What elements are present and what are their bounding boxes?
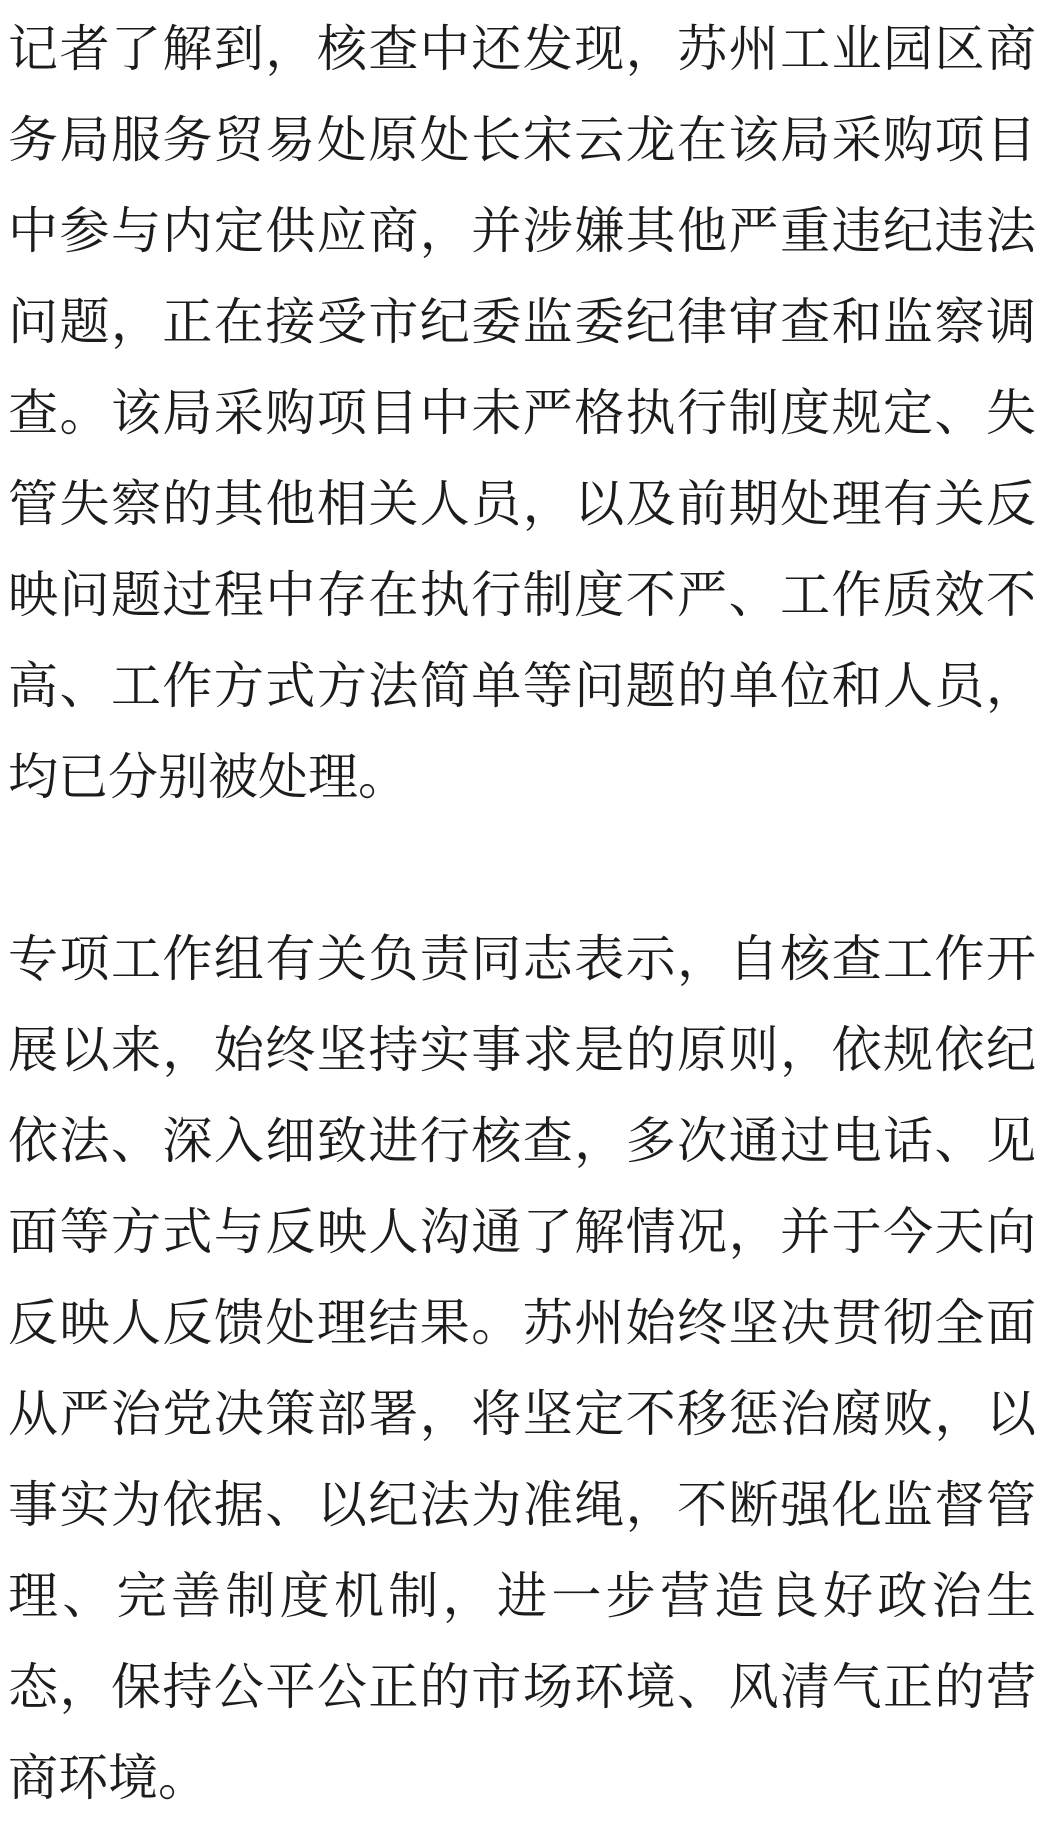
paragraph-1: 记者了解到，核查中还发现，苏州工业园区商务局服务贸易处原处长宋云龙在该局采购项目中参与内定供应商，并涉嫌其他严重违纪违法问题，正在接受市纪委监委纪律审查和监察调查。该局采购项目中未严格执行制度规定、失管失察的其他相关人员，以及前期处理有关反映问题过程中存在执行制度不严、工作质效不高、工作方式方法简单等问题的单位和人员，均已分别被处理。	[8, 21, 1036, 805]
paragraph-2: 专项工作组有关负责同志表示，自核查工作开展以来，始终坚持实事求是的原则，依规依纪依法、深入细致进行核查，多次通过电话、见面等方式与反映人沟通了解情况，并于今天向反映人反馈处理结果。苏州始终坚决贯彻全面从严治党决策部署，将坚定不移惩治腐败，以事实为依据、以纪法为准绳，不断强化监督管理、完善制度机制，进一步营造良好政治生态，保持公平公正的市场环境、风清气正的营商环境。	[8, 931, 1036, 1806]
article-body	[8, 4, 1036, 1824]
